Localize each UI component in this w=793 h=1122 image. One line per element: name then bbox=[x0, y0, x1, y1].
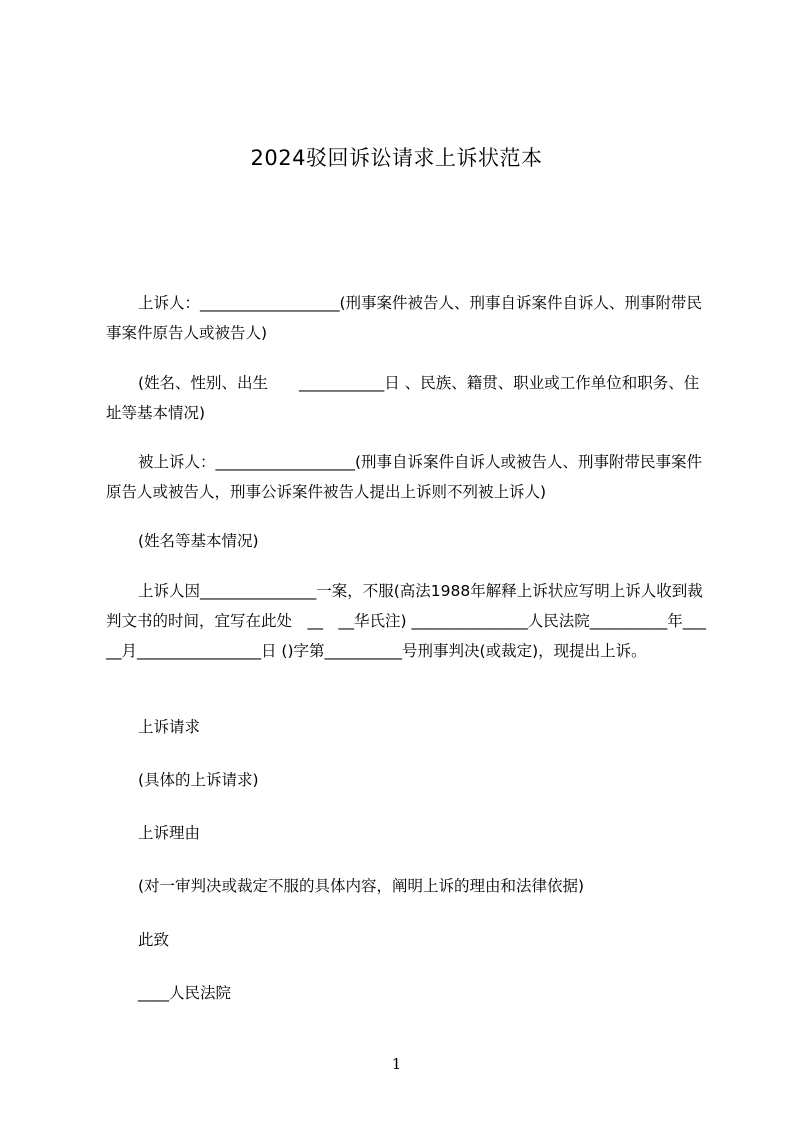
page-number: 1 bbox=[391, 1055, 402, 1073]
appeal-statement-paragraph: 上诉人因_______________一案，不服(高法1988年解释上诉状应写明上诉人收到裁判文书的时间，宜写在此处 __ __华氏注) _______________人民法院__________年_____月________________日 ()字第__________号刑事判决(或裁定)，现提出上诉。 bbox=[106, 582, 706, 660]
salutation: 此致 bbox=[138, 931, 170, 949]
appellant-info-paragraph: (姓名、性别、出生 ___________日 、民族、籍贯、职业或工作单位和职务、住址等基本情况) bbox=[106, 374, 700, 422]
appellee-info-paragraph: (姓名等基本情况) bbox=[138, 532, 259, 550]
court-name-line: ____人民法院 bbox=[138, 984, 232, 1002]
appeal-reason-body: (对一审判决或裁定不服的具体内容，阐明上诉的理由和法律依据) bbox=[138, 877, 585, 895]
document-title: 2024驳回诉讼请求上诉状范本 bbox=[250, 146, 543, 170]
appeal-reason-heading: 上诉理由 bbox=[138, 824, 201, 842]
appeal-request-heading: 上诉请求 bbox=[138, 718, 201, 736]
appellee-paragraph: 被上诉人：__________________(刑事自诉案件自诉人或被告人、刑事附带民事案件原告人或被告人，刑事公诉案件被告人提出上诉则不列被上诉人) bbox=[106, 453, 703, 501]
appellant-paragraph: 上诉人：__________________(刑事案件被告人、刑事自诉案件自诉人、刑事附带民事案件原告人或被告人) bbox=[106, 294, 703, 342]
appeal-request-body: (具体的上诉请求) bbox=[138, 771, 259, 789]
